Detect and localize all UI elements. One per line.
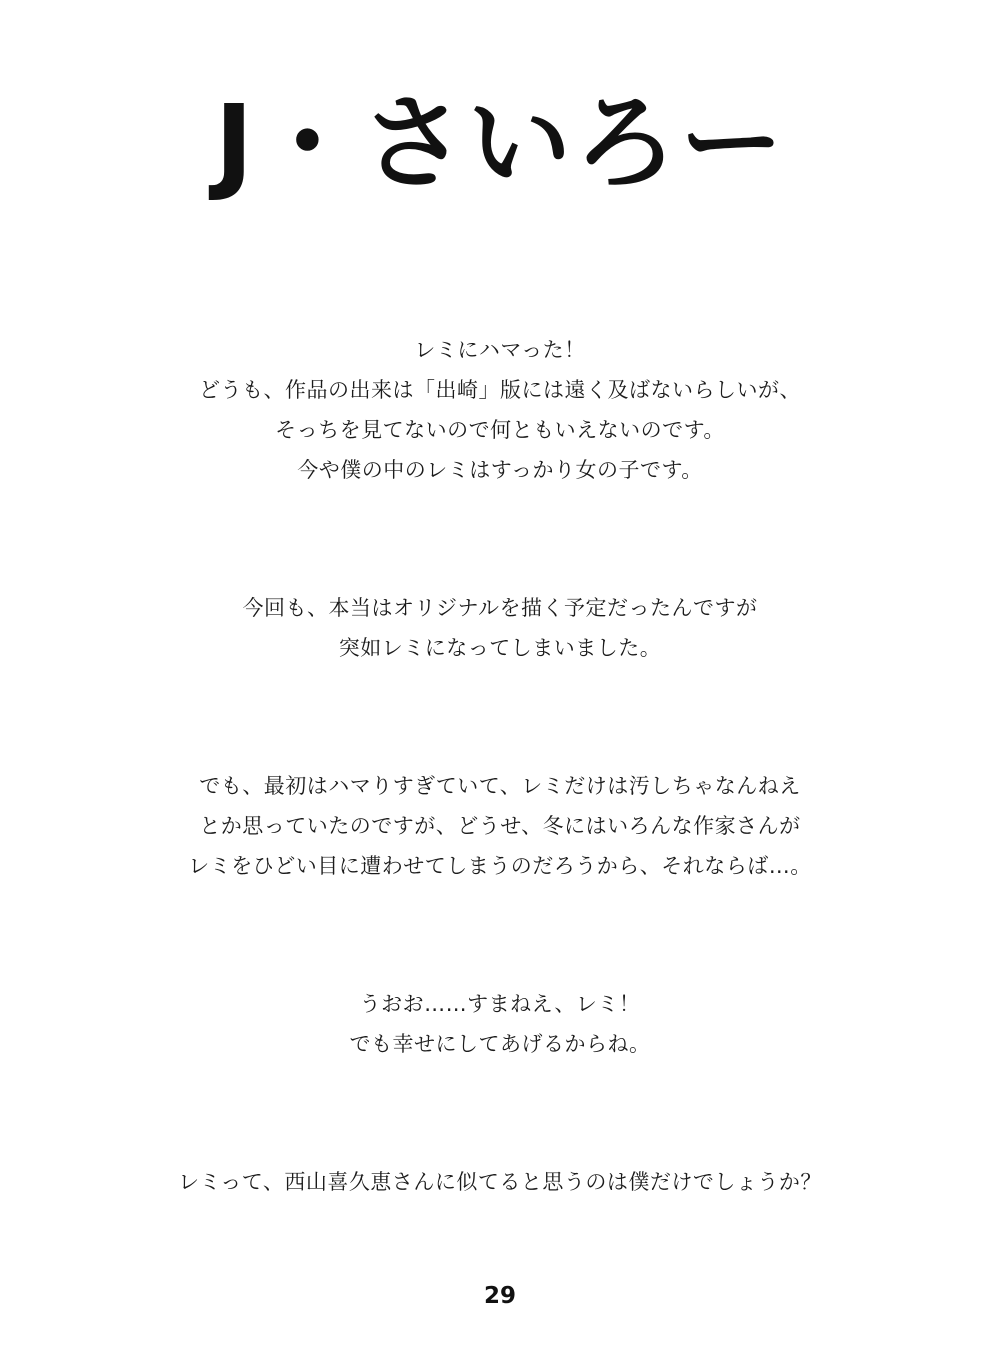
text-line: どうも、作品の出来は「出崎」版には遠く及ばないらしいが、 <box>199 378 801 402</box>
text-line: 突如レミになってしまいました。 <box>338 636 662 660</box>
page-number: 29 <box>483 1283 516 1309</box>
paragraph-5 <box>0 1162 1000 1202</box>
text-line: 今回も、本当はオリジナルを描く予定だったんですが <box>242 596 758 620</box>
text-line: でも、最初はハマりすぎていて、レミだけは汚しちゃなんねえ <box>199 774 801 798</box>
text-line: うおお……すまねえ、レミ！ <box>359 992 641 1016</box>
afterword-body <box>0 330 1000 1202</box>
page-title: J・さいろー <box>214 82 786 204</box>
paragraph-2 <box>0 588 1000 668</box>
text-line: 今や僕の中のレミはすっかり女の子です。 <box>297 458 703 482</box>
text-line: レミにハマった！ <box>414 338 586 362</box>
text-line: とか思っていたのですが、どうせ、冬にはいろんな作家さんが <box>199 814 801 838</box>
text-line: そっちを見てないので何ともいえないのです。 <box>275 418 725 442</box>
paragraph-spacer <box>0 722 1000 766</box>
text-line: レミをひどい目に遭わせてしまうのだろうから、それならば…。 <box>188 854 812 878</box>
paragraph-spacer <box>0 1118 1000 1162</box>
paragraph-1 <box>0 330 1000 490</box>
paragraph-spacer <box>0 940 1000 984</box>
paragraph-spacer <box>0 544 1000 588</box>
paragraph-3 <box>0 766 1000 886</box>
paragraph-4 <box>0 984 1000 1064</box>
text-line: でも幸せにしてあげるからね。 <box>349 1032 651 1056</box>
text-line: レミって、西山喜久恵さんに似てると思うのは僕だけでしょうか？ <box>178 1170 822 1194</box>
